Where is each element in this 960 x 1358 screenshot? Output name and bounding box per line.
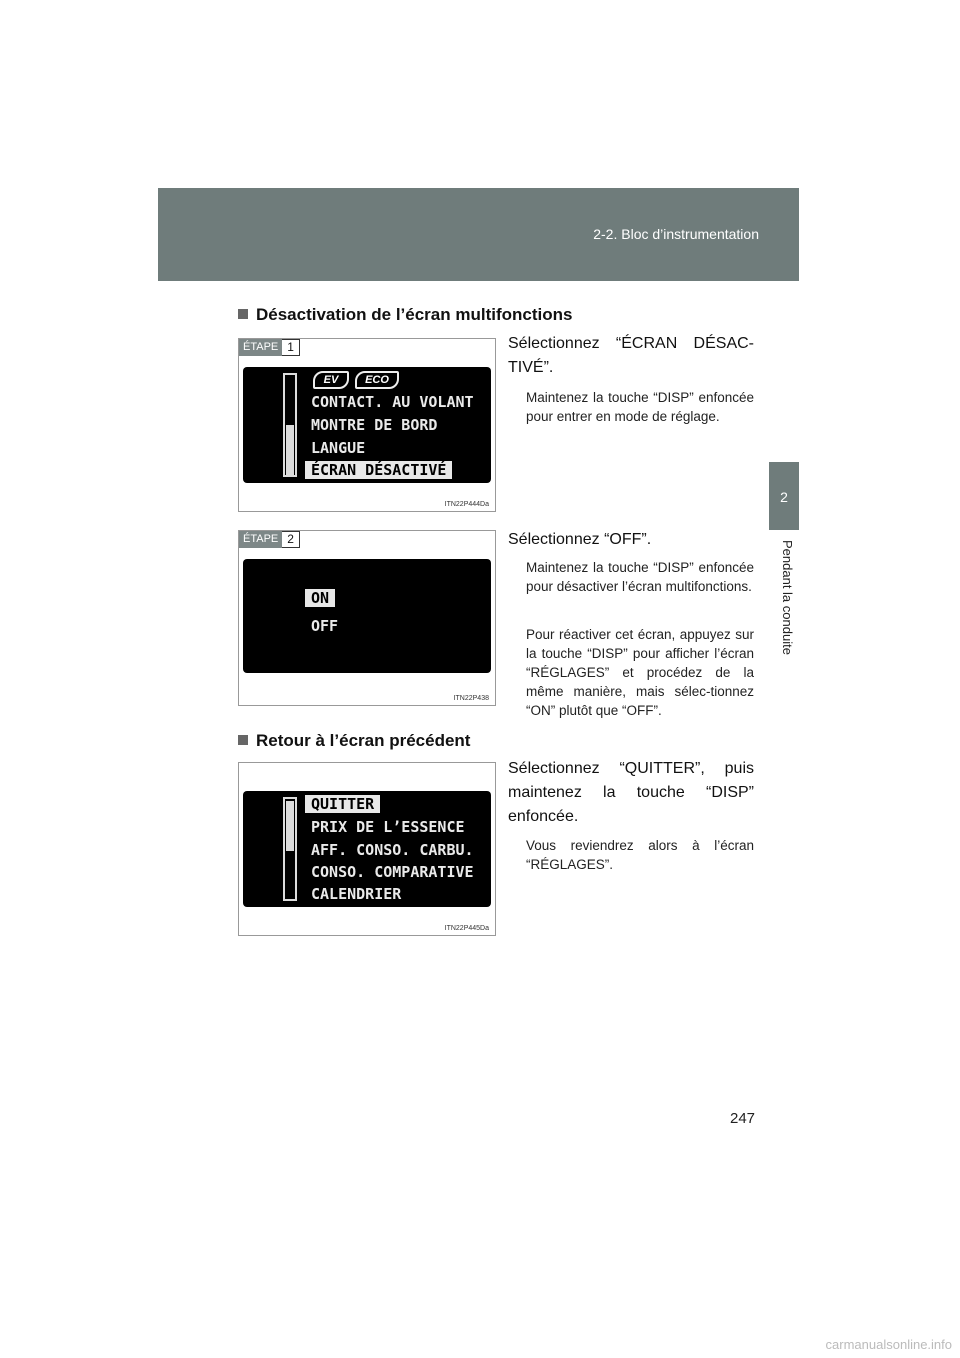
menu-item-selected: ÉCRAN DÉSACTIVÉ <box>305 461 452 479</box>
page-number: 247 <box>730 1110 756 1127</box>
menu-item: LANGUE <box>311 439 366 457</box>
ev-icon: EV <box>313 371 349 389</box>
square-bullet-icon <box>238 309 248 319</box>
menu-item-selected: QUITTER <box>305 795 380 813</box>
step-badge: ÉTAPE 2 <box>239 531 300 548</box>
option-on: ON <box>305 589 335 607</box>
eco-icon: ECO <box>355 371 399 389</box>
section-heading-disable <box>238 305 572 325</box>
watermark: carmanualsonline.info <box>825 1337 952 1352</box>
return-instruction: Sélectionnez “QUITTER”, puis maintenez la touche “DISP” enfoncée. <box>508 760 754 825</box>
scrollbar <box>283 373 297 477</box>
step-badge: ÉTAPE 1 <box>239 339 300 356</box>
menu-item: CONTACT. AU VOLANT <box>311 393 474 411</box>
section-title: 2-2. Bloc d’instrumentation <box>593 226 759 242</box>
step2-note2: Pour réactiver cet écran, appuyez sur la touche “DISP” pour afficher l’écran “RÉGLAGES” et procédez de la même manière, mais sélec-tionnez “ON” plutôt que “OFF”. <box>526 627 754 718</box>
figure-step1 <box>238 338 496 512</box>
figure-code: ITN22P438 <box>453 695 489 702</box>
figure-step2 <box>238 530 496 706</box>
figure-return <box>238 762 496 936</box>
step1-instruction: Sélectionnez “ÉCRAN DÉSAC-TIVÉ”. <box>508 335 754 376</box>
menu-item: PRIX DE L’ESSENCE <box>311 818 465 836</box>
heading-text: Désactivation de l’écran multifonctions <box>256 305 573 324</box>
chapter-label: Pendant la conduite <box>780 540 795 655</box>
chapter-tab: 2 <box>769 462 799 530</box>
option-off: OFF <box>311 617 339 635</box>
step2-instruction: Sélectionnez “OFF”. <box>508 531 652 548</box>
page-header <box>158 188 799 281</box>
display-screen <box>243 367 491 483</box>
display-screen <box>243 791 491 907</box>
step1-note: Maintenez la touche “DISP” enfoncée pour entrer en mode de réglage. <box>526 390 754 424</box>
section-heading-return <box>238 731 470 751</box>
display-screen <box>243 559 491 673</box>
menu-item: CONSO. COMPARATIVE <box>311 863 474 881</box>
return-note: Vous reviendrez alors à l’écran “RÉGLAGES”. <box>526 838 754 872</box>
figure-code: ITN22P445Da <box>444 925 489 932</box>
scrollbar <box>283 797 297 901</box>
menu-item: AFF. CONSO. CARBU. <box>311 841 474 859</box>
square-bullet-icon <box>238 735 248 745</box>
heading-text: Retour à l’écran précédent <box>256 731 471 750</box>
figure-code: ITN22P444Da <box>444 501 489 508</box>
menu-item: CALENDRIER <box>311 885 402 903</box>
step2-note1: Maintenez la touche “DISP” enfoncée pour désactiver l’écran multifonctions. <box>526 560 754 594</box>
menu-item: MONTRE DE BORD <box>311 416 438 434</box>
